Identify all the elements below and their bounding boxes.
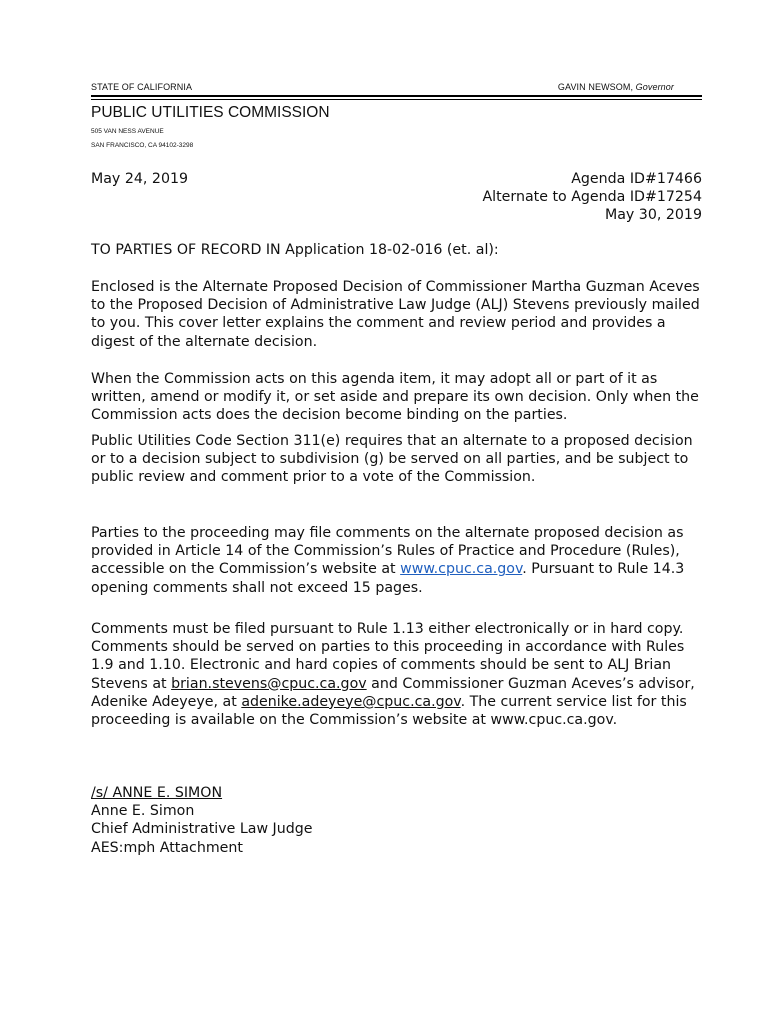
agenda-date: May 30, 2019 <box>604 207 702 224</box>
governor-name: GAVIN NEWSOM, <box>557 82 634 92</box>
p4-text-a: Parties to the proceeding may file comments on the alternate proposed decision as provided in Article 14 of the Commission’s Rules of Practice and Procedure (Rules), accessible on the Commission’s website at <box>91 525 684 578</box>
address-line-2: SAN FRANCISCO, CA 94102-3298 <box>91 142 194 149</box>
header-rule-thin <box>91 99 702 100</box>
paragraph-code-section: Public Utilities Code Section 311(e) requires that an alternate to a proposed decision or to a decision subject to subdivision (g) be served on all parties, and be subject to public review and comment prior to a vote of the Commission. <box>91 433 693 486</box>
p5-text-b: and Commissioner Guzman Aceves’s advisor, Adenike Adeyeye, at <box>91 675 695 710</box>
signature-line: /s/ ANNE E. SIMON <box>91 785 223 801</box>
governor-title: Governor <box>635 82 674 92</box>
p4-text-b: . Pursuant to Rule 14.3 opening comments shall not exceed 15 pages. <box>91 561 685 596</box>
commission-name: PUBLIC UTILITIES COMMISSION <box>91 104 330 121</box>
agenda-block <box>482 170 702 225</box>
header-rule-thick <box>91 95 702 97</box>
alternate-agenda-id: Alternate to Agenda ID#17254 <box>482 189 702 206</box>
paragraph-commission-acts: When the Commission acts on this agenda item, it may adopt all or part of it as written, amend or modify it, or set aside and prepare its own decision. Only when the Commission acts does the decision become binding on the parties. <box>91 371 699 424</box>
signer-title: Chief Administrative Law Judge <box>91 821 313 838</box>
paragraph-filing <box>91 620 703 729</box>
p5-text-c: . The current service list for this proceeding is available on the Commission’s website at www.cpuc.ca.gov. <box>91 693 687 729</box>
agenda-id: Agenda ID#17466 <box>571 171 702 187</box>
governor-header <box>558 82 674 92</box>
letter-date: May 24, 2019 <box>91 171 189 187</box>
signer-initials: AES:mph Attachment <box>91 839 243 856</box>
paragraph-enclosed: Enclosed is the Alternate Proposed Decision of Commissioner Martha Guzman Aceves to the Proposed Decision of Administrative Law Judge (ALJ) Stevens previously mailed to you. This cover letter explains the comment and review period and provides a digest of the alternate decision. <box>91 279 700 350</box>
paragraph-comments <box>91 524 703 597</box>
signer-name: Anne E. Simon <box>91 803 195 820</box>
p5-text-a: Comments must be filed pursuant to Rule 1.13 either electronically or in hard copy. Comments should be served on parties to this proceeding in accordance with Rules 1.9 and 1.10. Electronic and hard copies of comments should be sent to ALJ Brian Stevens at <box>91 621 685 692</box>
cpuc-website-link[interactable]: www.cpuc.ca.gov <box>400 561 523 578</box>
signature-block <box>91 784 703 857</box>
address-line-1: 505 VAN NESS AVENUE <box>91 128 164 135</box>
advisor-email-link[interactable]: adenike.adeyeye@cpuc.ca.gov <box>241 693 461 710</box>
alj-email-link[interactable]: brian.stevens@cpuc.ca.gov <box>171 675 367 692</box>
salutation: TO PARTIES OF RECORD IN Application 18-02-016 (et. al): <box>91 242 499 258</box>
state-header: STATE OF CALIFORNIA <box>91 82 193 92</box>
